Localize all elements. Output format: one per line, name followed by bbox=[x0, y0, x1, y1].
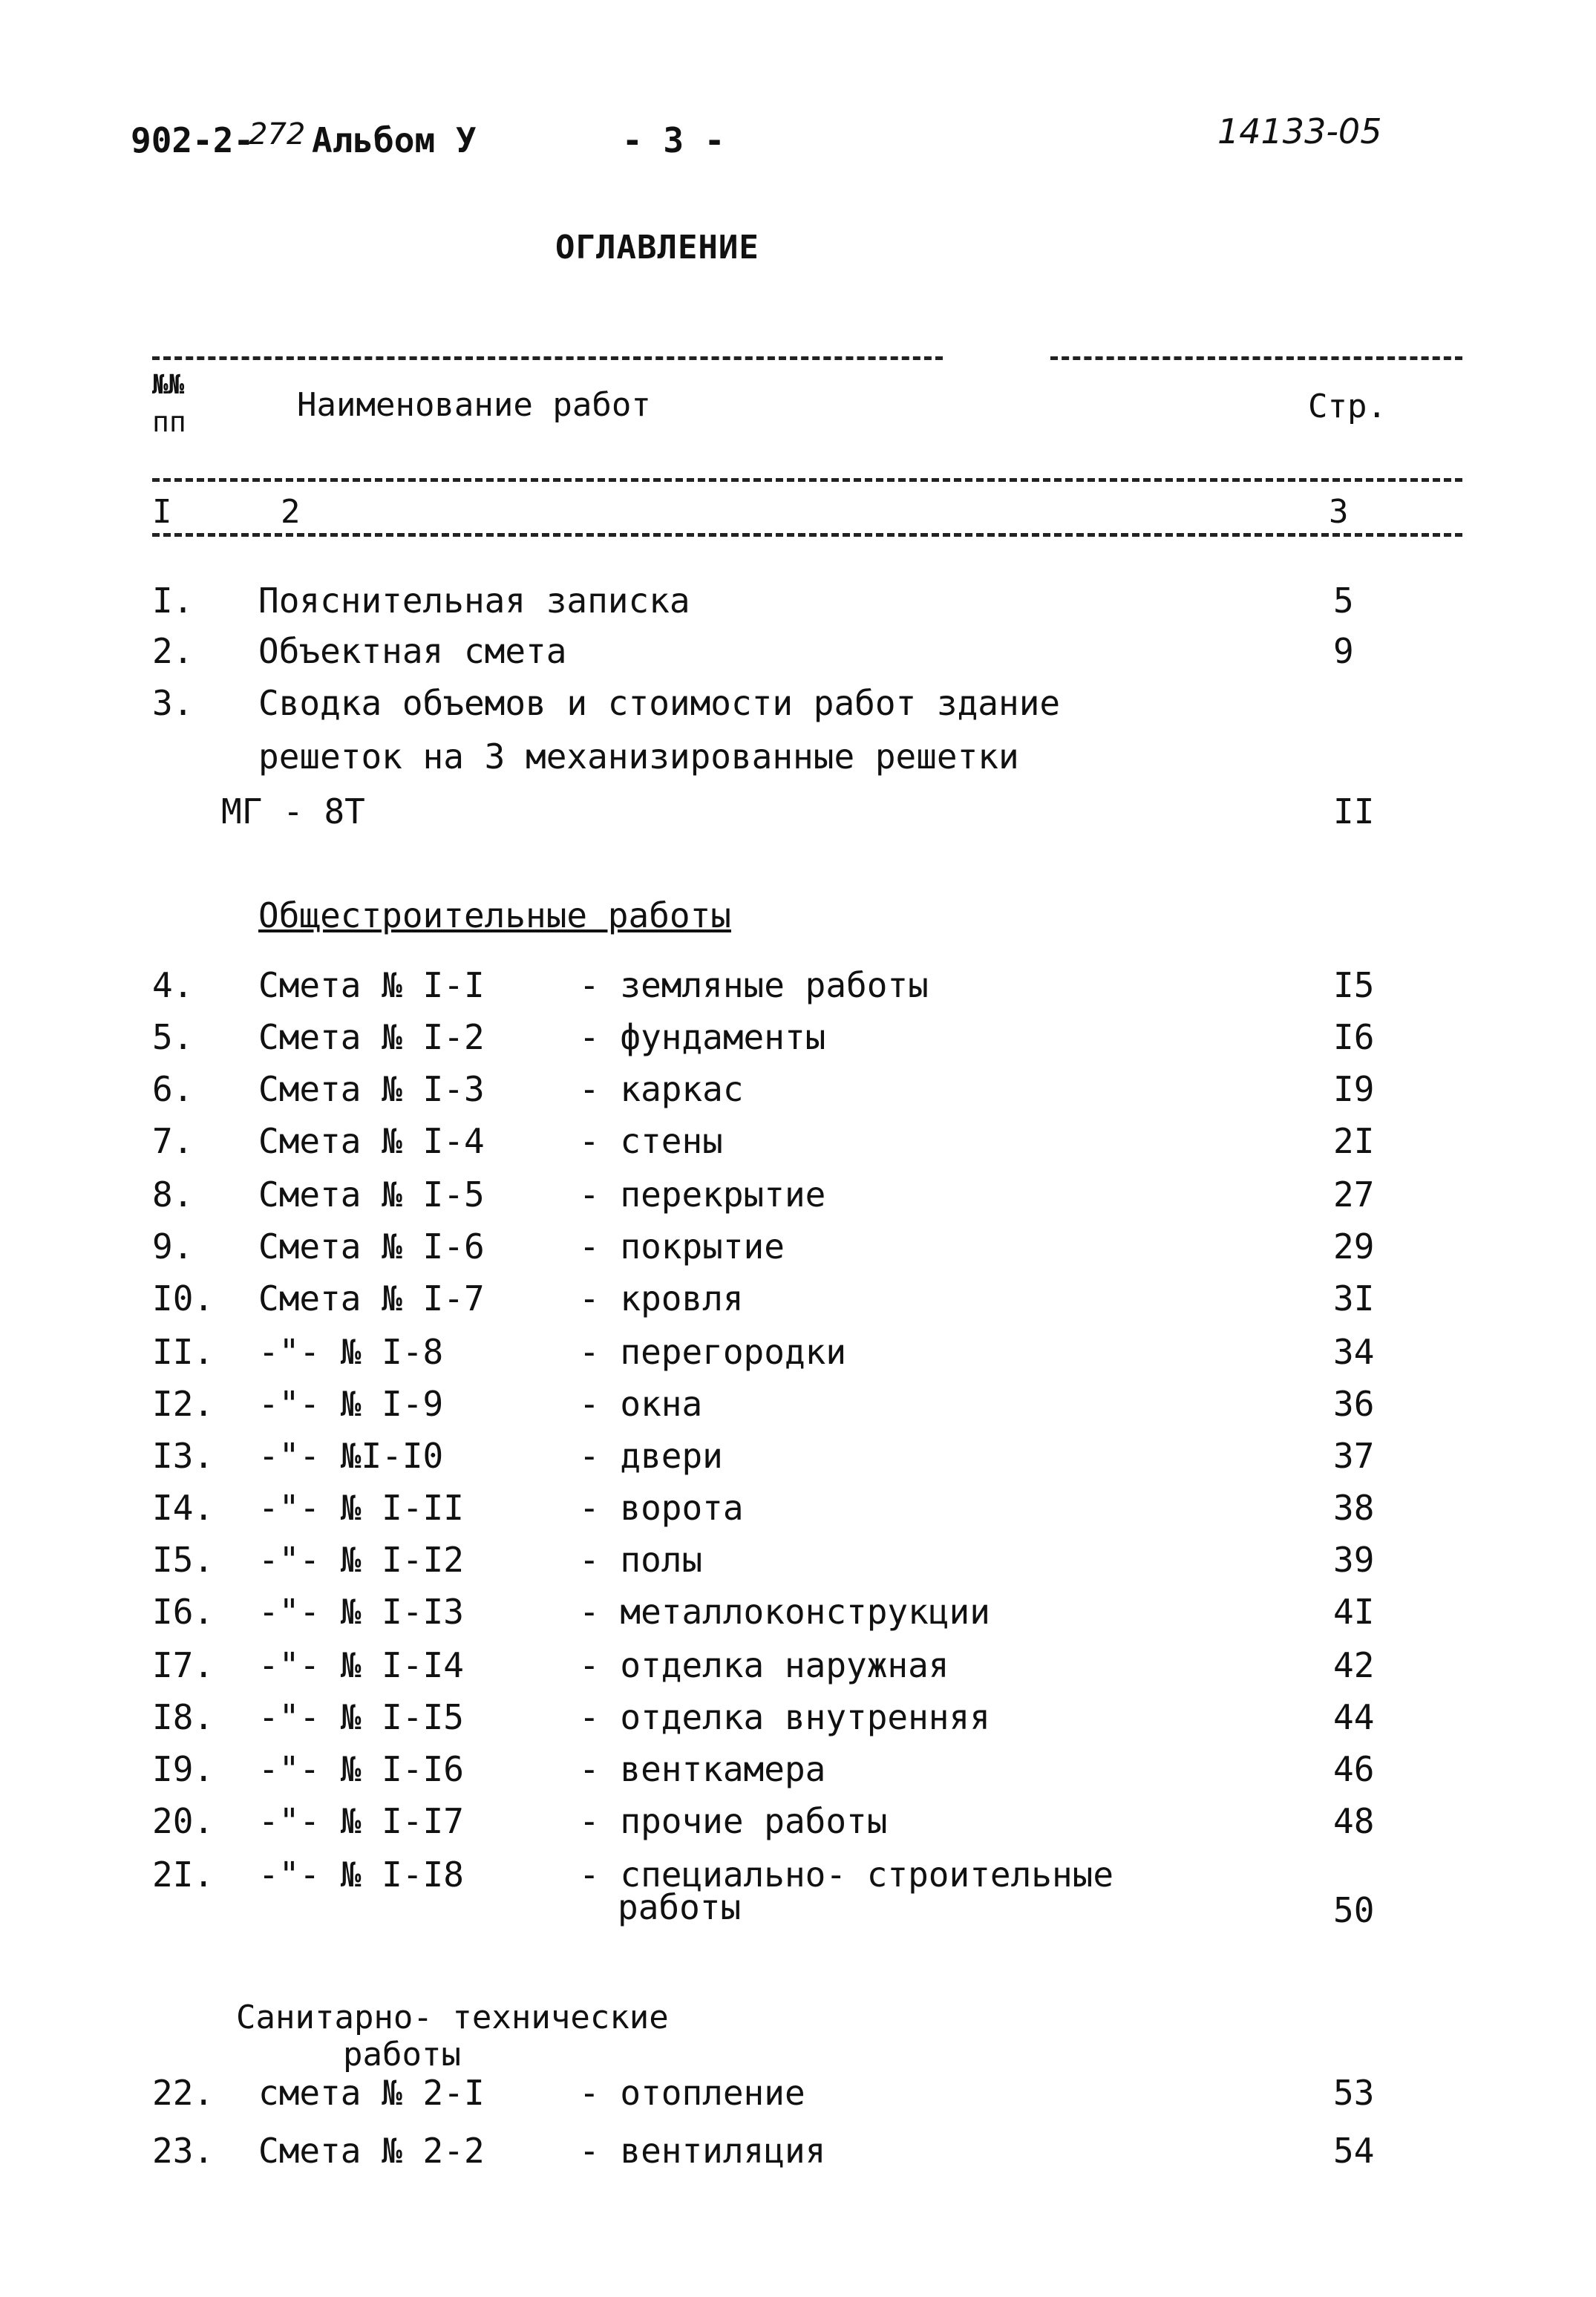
item-description: - отделка внутренняя bbox=[579, 1697, 990, 1737]
item-number: 4. bbox=[152, 965, 194, 1005]
item-estimate-code: -"- № I-8 bbox=[258, 1332, 444, 1372]
list-item bbox=[0, 1697, 1596, 1743]
item-description: - фундаменты bbox=[579, 1017, 826, 1057]
item-page: 44 bbox=[1333, 1697, 1375, 1737]
item-number: 2. bbox=[152, 631, 194, 671]
list-item bbox=[0, 1488, 1596, 1534]
item-estimate-code: -"- №I-I0 bbox=[258, 1436, 444, 1476]
doc-code-handwritten: 272 bbox=[249, 117, 306, 151]
item-number: I9. bbox=[152, 1749, 215, 1789]
item-description: - перекрытие bbox=[579, 1174, 826, 1215]
section-heading-continuation: работы bbox=[343, 2036, 461, 2074]
item-estimate-code: -"- № I-I6 bbox=[258, 1749, 464, 1789]
item-number: I4. bbox=[152, 1488, 215, 1528]
item-page: I6 bbox=[1333, 1017, 1375, 1057]
item-description: - полы bbox=[579, 1540, 703, 1580]
item-number: 20. bbox=[152, 1801, 215, 1841]
item-number: 22. bbox=[152, 2073, 215, 2113]
list-item bbox=[0, 631, 1596, 677]
item-page: 29 bbox=[1333, 1226, 1375, 1267]
doc-code-prefix: 902-2- bbox=[131, 120, 255, 160]
dashed-rule bbox=[152, 356, 943, 360]
column-index-2: 2 bbox=[281, 493, 301, 531]
item-number: I8. bbox=[152, 1697, 215, 1737]
dashed-rule bbox=[152, 478, 1462, 482]
item-description: - отопление bbox=[579, 2073, 805, 2113]
item-estimate-code: -"- № I-II bbox=[258, 1488, 464, 1528]
item-estimate-code: -"- № I-9 bbox=[258, 1384, 444, 1424]
item-description: - кровля bbox=[579, 1278, 744, 1319]
item-description: - ворота bbox=[579, 1488, 744, 1528]
item-description-continuation: работы bbox=[618, 1887, 742, 1927]
item-description: - специально- строительные bbox=[579, 1855, 1114, 1895]
stamp-number: 14133-05 bbox=[1217, 111, 1382, 151]
item-page: 50 bbox=[1333, 1890, 1375, 1930]
list-item bbox=[0, 1226, 1596, 1272]
item-number: 3. bbox=[152, 683, 194, 723]
item-page: 4I bbox=[1333, 1592, 1375, 1632]
item-page: 37 bbox=[1333, 1436, 1375, 1476]
item-description: - окна bbox=[579, 1384, 703, 1424]
list-item bbox=[0, 1121, 1596, 1167]
item-page: 34 bbox=[1333, 1332, 1375, 1372]
item-estimate-code: Смета № I-2 bbox=[258, 1017, 485, 1057]
item-estimate-code: Смета № I-7 bbox=[258, 1278, 485, 1319]
item-name: Пояснительная записка bbox=[258, 581, 690, 621]
item-description: - металлоконструкции bbox=[579, 1592, 990, 1632]
page-marker: - 3 - bbox=[622, 120, 725, 160]
list-item bbox=[0, 1069, 1596, 1115]
item-number: I3. bbox=[152, 1436, 215, 1476]
list-item bbox=[0, 1384, 1596, 1430]
item-page: 3I bbox=[1333, 1278, 1375, 1319]
list-item bbox=[0, 581, 1596, 627]
item-description: - вентиляция bbox=[579, 2131, 826, 2171]
item-estimate-code: Смета № 2-2 bbox=[258, 2131, 485, 2171]
list-item-continuation bbox=[0, 736, 1596, 782]
item-page: 27 bbox=[1333, 1174, 1375, 1215]
item-number: I0. bbox=[152, 1278, 215, 1319]
list-item bbox=[0, 2073, 1596, 2119]
item-description: - двери bbox=[579, 1436, 723, 1476]
item-description: - покрытие bbox=[579, 1226, 785, 1267]
item-page: 54 bbox=[1333, 2131, 1375, 2171]
section-heading: Санитарно- технические bbox=[236, 1999, 669, 2036]
item-page: 46 bbox=[1333, 1749, 1375, 1789]
list-item bbox=[0, 1540, 1596, 1586]
item-estimate-code: Смета № I-3 bbox=[258, 1069, 485, 1109]
page-title: ОГЛАВЛЕНИЕ bbox=[555, 229, 759, 267]
list-item-continuation bbox=[0, 791, 1596, 837]
item-number: 5. bbox=[152, 1017, 194, 1057]
item-page: 9 bbox=[1333, 631, 1354, 671]
column-num-header: №№ bbox=[152, 370, 185, 400]
item-estimate-code: -"- № I-I3 bbox=[258, 1592, 464, 1632]
item-name: Сводка объемов и стоимости работ здание bbox=[258, 683, 1061, 723]
column-page-header: Стр. bbox=[1308, 388, 1387, 425]
list-item bbox=[0, 1592, 1596, 1638]
item-number: I5. bbox=[152, 1540, 215, 1580]
item-page: II bbox=[1333, 791, 1375, 831]
item-page: 36 bbox=[1333, 1384, 1375, 1424]
item-page: I9 bbox=[1333, 1069, 1375, 1109]
list-item bbox=[0, 1855, 1596, 1930]
item-estimate-code: Смета № I-4 bbox=[258, 1121, 485, 1161]
item-number: I6. bbox=[152, 1592, 215, 1632]
item-estimate-code: -"- № I-I4 bbox=[258, 1645, 464, 1685]
column-index-1: I bbox=[152, 493, 172, 531]
list-item bbox=[0, 683, 1596, 729]
item-estimate-code: Смета № I-5 bbox=[258, 1174, 485, 1215]
item-description: - стены bbox=[579, 1121, 723, 1161]
dashed-rule bbox=[1050, 356, 1462, 360]
item-number: II. bbox=[152, 1332, 215, 1372]
item-estimate-code: -"- № I-I5 bbox=[258, 1697, 464, 1737]
column-index-3: 3 bbox=[1329, 493, 1349, 531]
item-estimate-code: смета № 2-I bbox=[258, 2073, 485, 2113]
item-page: I5 bbox=[1333, 965, 1375, 1005]
list-item bbox=[0, 1017, 1596, 1063]
item-page: 38 bbox=[1333, 1488, 1375, 1528]
item-page: 2I bbox=[1333, 1121, 1375, 1161]
item-name: решеток на 3 механизированные решетки bbox=[258, 736, 1019, 777]
item-estimate-code: Смета № I-6 bbox=[258, 1226, 485, 1267]
item-estimate-code: -"- № I-I2 bbox=[258, 1540, 464, 1580]
item-name: Объектная смета bbox=[258, 631, 567, 671]
item-number: 23. bbox=[152, 2131, 215, 2171]
item-page: 5 bbox=[1333, 581, 1354, 621]
item-name: МГ - 8Т bbox=[221, 791, 365, 831]
item-page: 42 bbox=[1333, 1645, 1375, 1685]
item-number: I. bbox=[152, 581, 194, 621]
list-item bbox=[0, 1278, 1596, 1324]
item-number: 7. bbox=[152, 1121, 194, 1161]
list-item bbox=[0, 1174, 1596, 1221]
item-estimate-code: -"- № I-I8 bbox=[258, 1855, 464, 1895]
item-estimate-code: Смета № I-I bbox=[258, 965, 485, 1005]
item-page: 53 bbox=[1333, 2073, 1375, 2113]
item-page: 39 bbox=[1333, 1540, 1375, 1580]
column-num-subheader: пп bbox=[152, 405, 186, 438]
item-number: I2. bbox=[152, 1384, 215, 1424]
list-item bbox=[0, 1332, 1596, 1378]
list-item bbox=[0, 965, 1596, 1011]
list-item bbox=[0, 1749, 1596, 1795]
item-page: 48 bbox=[1333, 1801, 1375, 1841]
item-description: - прочие работы bbox=[579, 1801, 888, 1841]
item-description: - венткамера bbox=[579, 1749, 826, 1789]
item-number: 9. bbox=[152, 1226, 194, 1267]
item-description: - каркас bbox=[579, 1069, 744, 1109]
column-name-header: Наименование работ bbox=[297, 386, 651, 424]
item-number: 6. bbox=[152, 1069, 194, 1109]
item-number: 8. bbox=[152, 1174, 194, 1215]
section-heading: Общестроительные работы bbox=[258, 895, 731, 935]
item-number: I7. bbox=[152, 1645, 215, 1685]
item-description: - земляные работы bbox=[579, 965, 929, 1005]
dashed-rule bbox=[152, 533, 1462, 537]
item-description: - перегородки bbox=[579, 1332, 847, 1372]
list-item bbox=[0, 1801, 1596, 1847]
item-description: - отделка наружная bbox=[579, 1645, 949, 1685]
item-number: 2I. bbox=[152, 1855, 215, 1895]
list-item bbox=[0, 1645, 1596, 1691]
list-item bbox=[0, 2131, 1596, 2177]
item-estimate-code: -"- № I-I7 bbox=[258, 1801, 464, 1841]
list-item bbox=[0, 1436, 1596, 1482]
album-label: Альбом У bbox=[312, 120, 477, 160]
